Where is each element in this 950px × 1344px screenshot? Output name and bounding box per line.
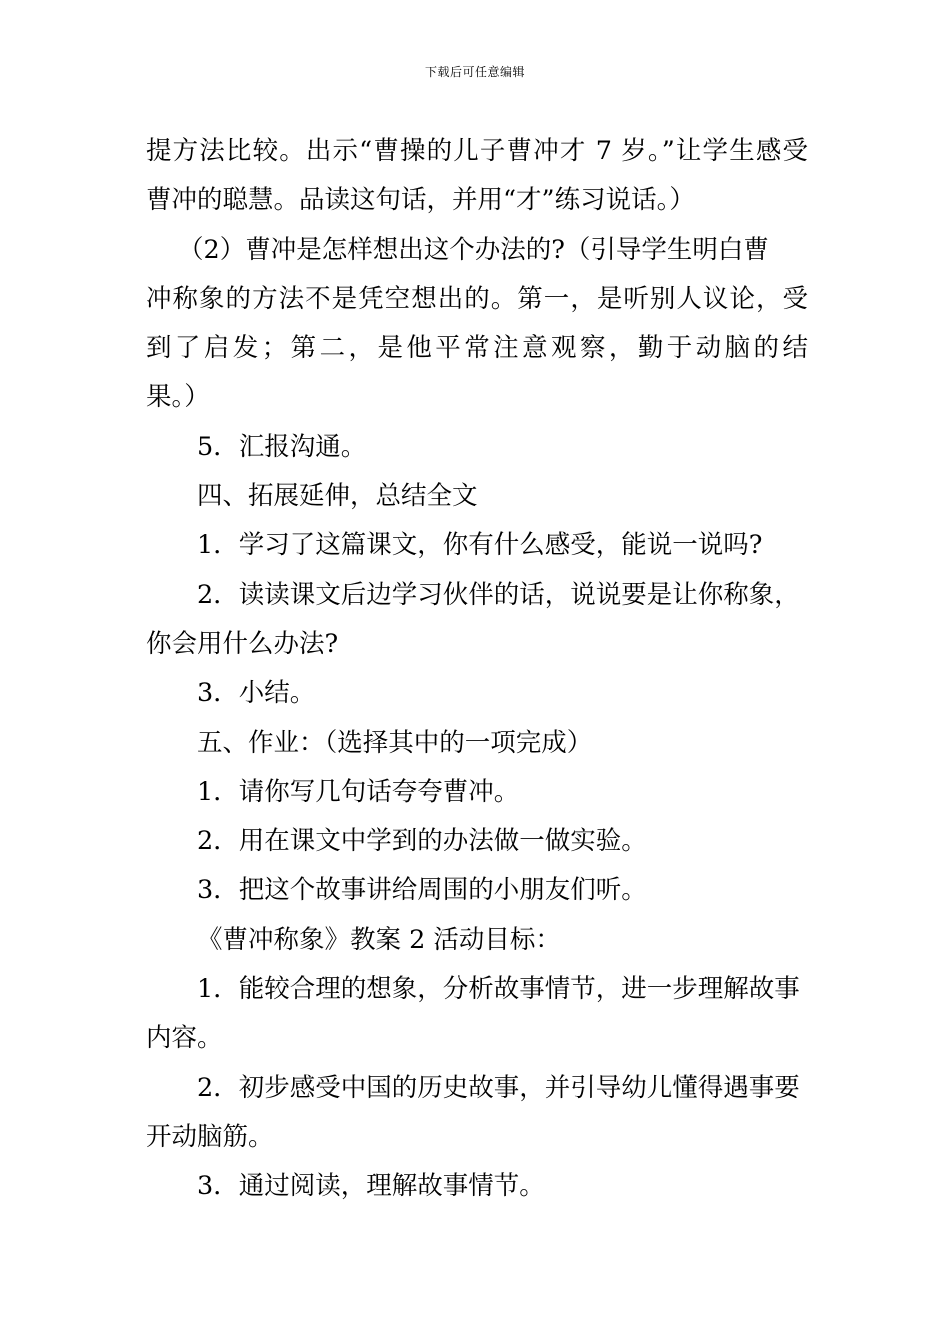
section-heading: 五、作业：（选择其中的一项完成） (197, 727, 593, 758)
section-heading: 《曹冲称象》教案 2 活动目标： (197, 924, 561, 955)
text-line: 到了启发；第二，是他平常注意观察，勤于动脑的结 (146, 333, 808, 364)
list-item: 3．小结。 (197, 678, 316, 709)
list-item: 3．把这个故事讲给周围的小朋友们听。 (197, 875, 647, 906)
list-item: 1．学习了这篇课文，你有什么感受，能说一说吗? (197, 530, 763, 561)
list-item: 2．读读课文后边学习伙伴的话，说说要是让你称象， (197, 579, 800, 610)
text-line: （2）曹冲是怎样想出这个办法的?（引导学生明白曹 (178, 234, 769, 265)
text-line: 果。） (146, 382, 210, 413)
list-item: 2．用在课文中学到的办法做一做实验。 (197, 826, 647, 857)
text-line: 冲称象的方法不是凭空想出的。第一，是听别人议论，受 (146, 283, 808, 314)
text-line: 曹冲的聪慧。品读这句话，并用“才”练习说话。） (146, 185, 695, 216)
text-line: 开动脑筋。 (146, 1121, 274, 1152)
document-body (146, 127, 808, 1212)
list-item: 5．汇报沟通。 (197, 431, 367, 462)
list-item: 3．通过阅读，理解故事情节。 (197, 1171, 545, 1202)
text-line: 提方法比较。出示“曹操的儿子曹冲才 7 岁。”让学生感受 (146, 136, 808, 166)
list-item: 1．能较合理的想象，分析故事情节，进一步理解故事 (197, 974, 800, 1005)
list-item: 2．初步感受中国的历史故事，并引导幼儿懂得遇事要 (197, 1072, 800, 1103)
list-item: 1．请你写几句话夸夸曹冲。 (197, 776, 520, 807)
text-line: 你会用什么办法? (146, 628, 339, 659)
page-header-note: 下载后可任意编辑 (424, 65, 525, 79)
section-heading: 四、拓展延伸，总结全文 (197, 481, 478, 512)
text-line: 内容。 (146, 1023, 223, 1054)
